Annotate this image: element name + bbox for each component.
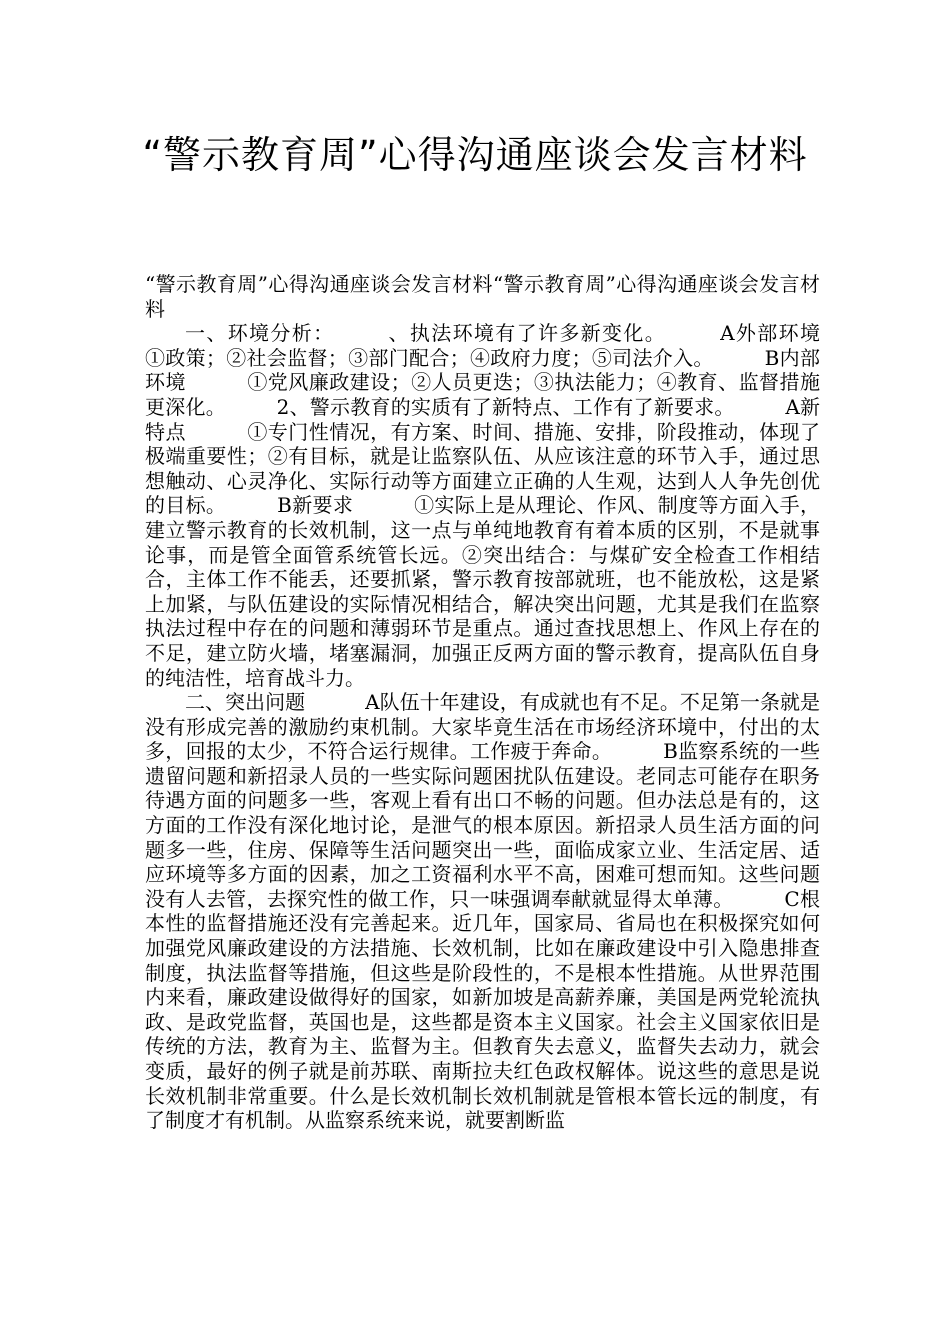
document-title: “警示教育周”心得沟通座谈会发言材料 bbox=[142, 133, 808, 177]
body-paragraph-intro: “警示教育周”心得沟通座谈会发言材料“警示教育周”心得沟通座谈会发言材料 bbox=[145, 272, 820, 321]
body-paragraph-prominent-problems: 二、突出问题 A队伍十年建设，有成就也有不足。不足第一条就是没有形成完善的激励约束机制。大家毕竟生活在市场经济环境中，付出的太多，回报的太少，不符合运行规律。工作疲于奔命。 B监察系统的一些遗留问题和新招录人员的一些实际问题困扰队伍建设。老同志可能存在职务待遇方面的问题多一些，客观上看有出口不畅的问题。但办法总是有的，这方面的工作没有深化地讨论，是泄气的根本原因。新招录人员生活方面的问题多一些，住房、保障等生活问题突出一些，面临成家立业、生活定居、适应环境等多方面的因素，加之工资福利水平不高，困难可想而知。这些问题没有人去管，去探究性的做工作，只一味强调奉献就显得太单薄。 C根本性的监督措施还没有完善起来。近几年，国家局、省局也在积极探究如何加强党风廉政建设的方法措施、长效机制，比如在廉政建设中引入隐患排查制度，执法监督等措施，但这些是阶段性的，不是根本性措施。从世界范围内来看，廉政建设做得好的国家，如新加坡是高薪养廉，美国是两党轮流执政、是政党监督，英国也是，这些都是资本主义国家。社会主义国家依旧是传统的方法，教育为主、监督为主。但教育失去意义，监督失去动力，就会变质，最好的例子就是前苏联、南斯拉夫红色政权解体。说这些的意思是说长效机制非常重要。什么是长效机制长效机制就是管根本管长远的制度，有了制度才有机制。从监察系统来说，就要割断监 bbox=[145, 690, 820, 1133]
document-body bbox=[145, 272, 880, 1133]
body-paragraph-environment-analysis: 一、环境分析： 、执法环境有了许多新变化。 A外部环境 ①政策；②社会监督；③部门配合；④政府力度；⑤司法介入。 B内部环境 ①党风廉政建设；②人员更迭；③执法能力；④教育、监督措施更深化。 2、警示教育的实质有了新特点、工作有了新要求。 A新特点 ①专门性情况，有方案、时间、措施、安排，阶段推动，体现了极端重要性；②有目标，就是让监察队伍、从应该注意的环节入手，通过思想触动、心灵净化、实际行动等方面建立正确的人生观，达到人人争先创优的目标。 B新要求 ①实际上是从理论、作风、制度等方面入手，建立警示教育的长效机制，这一点与单纯地教育有着本质的区别，不是就事论事，而是管全面管系统管长远。②突出结合：与煤矿安全检查工作相结合，主体工作不能丢，还要抓紧，警示教育按部就班，也不能放松，这是紧上加紧，与队伍建设的实际情况相结合，解决突出问题，尤其是我们在监察执法过程中存在的问题和薄弱环节是重点。通过查找思想上、作风上存在的不足，建立防火墙，堵塞漏洞，加强正反两方面的警示教育，提高队伍自身的纯洁性，培育战斗力。 bbox=[145, 321, 880, 690]
